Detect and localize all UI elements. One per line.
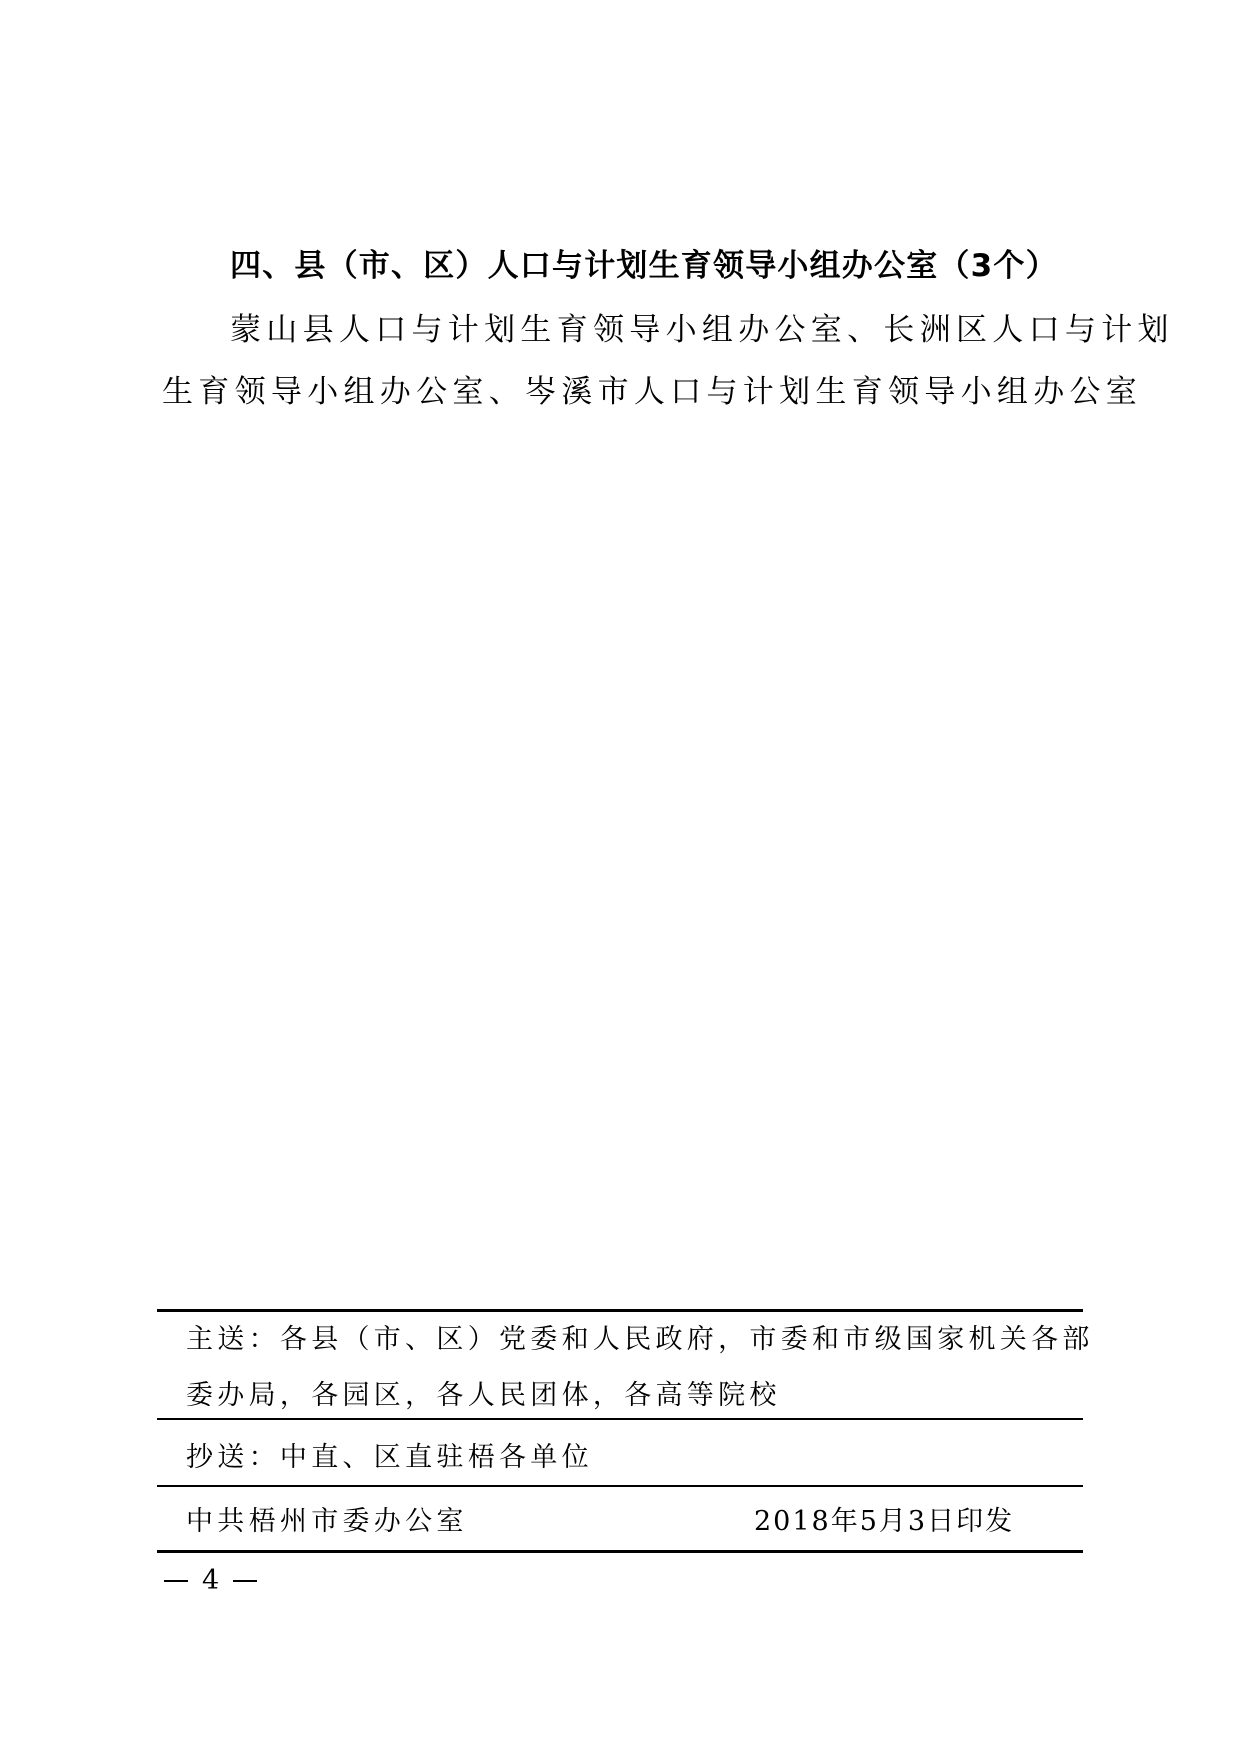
footer-rule-top bbox=[157, 1309, 1083, 1312]
body-line-2: 生育领导小组办公室、岑溪市人口与计划生育领导小组办公室 bbox=[162, 374, 1143, 410]
page-dash-left bbox=[164, 1580, 188, 1582]
page-number bbox=[164, 1561, 257, 1601]
section-heading: 四、县（市、区）人口与计划生育领导小组办公室（3个） bbox=[230, 248, 1058, 284]
footer-rule-bottom bbox=[157, 1550, 1083, 1553]
page-dash-right bbox=[233, 1580, 257, 1582]
page-number-value: 4 bbox=[202, 1565, 220, 1596]
footer-rule-middle bbox=[157, 1418, 1083, 1420]
print-date: 2018年5月3日印发 bbox=[754, 1506, 1015, 1537]
main-send-line-1: 主送：各县（市、区）党委和人民政府，市委和市级国家机关各部 bbox=[186, 1324, 1094, 1355]
footer-rule-lower bbox=[157, 1485, 1083, 1487]
main-send-line-2: 委办局，各园区，各人民团体，各高等院校 bbox=[186, 1380, 781, 1411]
body-line-1: 蒙山县人口与计划生育领导小组办公室、长洲区人口与计划 bbox=[230, 312, 1174, 348]
copy-send: 抄送：中直、区直驻梧各单位 bbox=[186, 1442, 593, 1473]
issuer: 中共梧州市委办公室 bbox=[186, 1506, 468, 1537]
